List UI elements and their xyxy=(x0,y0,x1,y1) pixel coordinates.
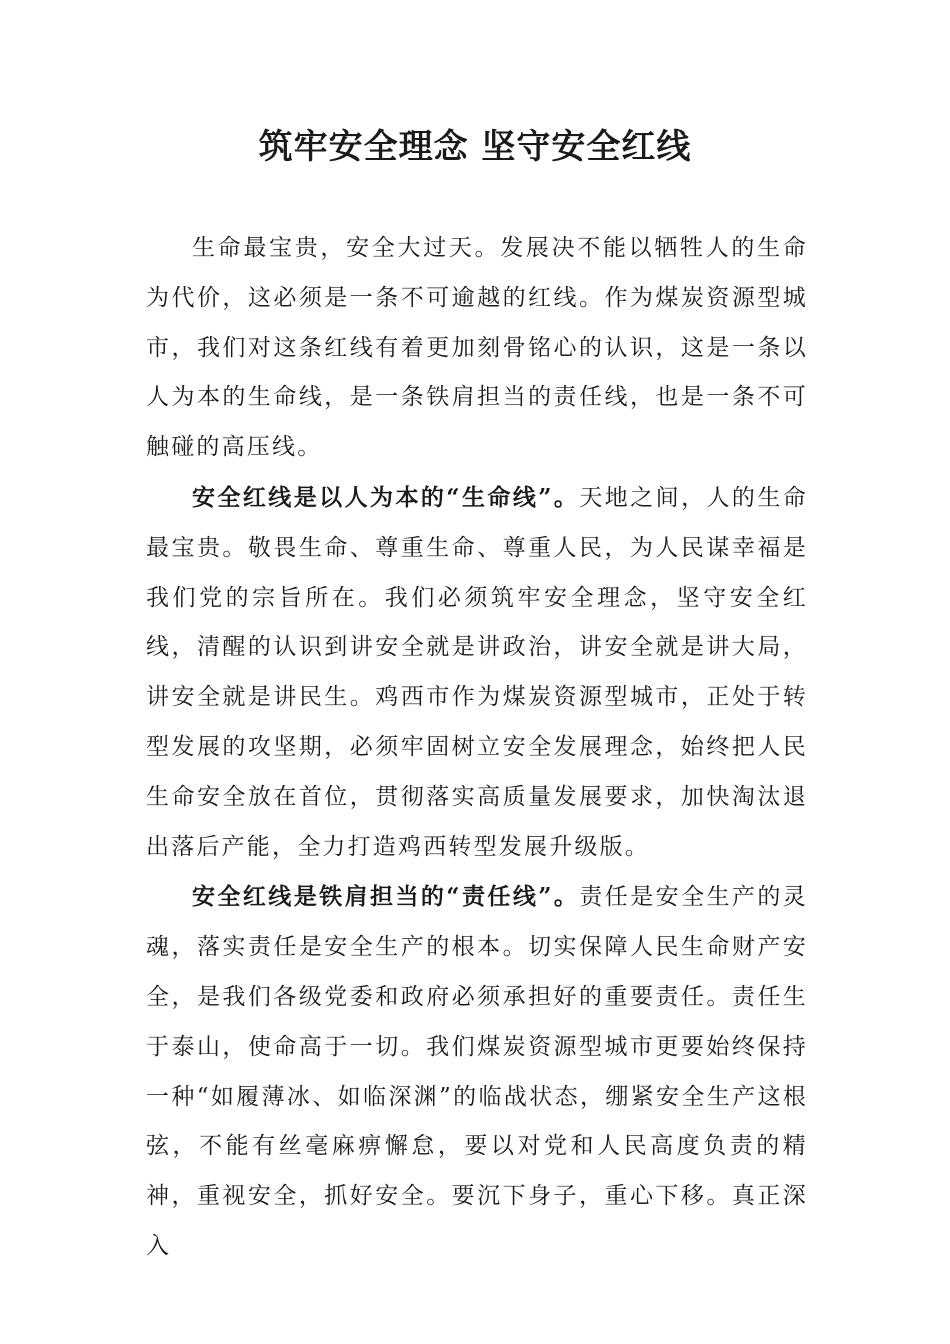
paragraph-lifeline xyxy=(146,473,808,872)
paragraph-text: 生命最宝贵，安全大过天。发展决不能以牺牲人的生命为代价，这必须是一条不可逾越的红线。作为煤炭资源型城市，我们对这条红线有着更加刻骨铭心的认识，这是一条以人为本的生命线，是一条铁肩担当的责任线，也是一条不可触碰的高压线。 xyxy=(146,235,808,461)
paragraph-lead-heading: 安全红线是以人为本的“生命线”。 xyxy=(192,483,580,511)
paragraph-lead-heading: 安全红线是铁肩担当的“责任线”。 xyxy=(192,883,580,911)
paragraph-responsibility xyxy=(146,872,808,1271)
document-title: 筑牢安全理念 坚守安全红线 xyxy=(258,127,692,167)
document-body xyxy=(146,224,808,1272)
paragraph-text: 责任是安全生产的灵魂，落实责任是安全生产的根本。切实保障人民生命财产安全，是我们各级党委和政府必须承担好的重要责任。责任生于泰山，使命高于一切。我们煤炭资源型城市更要始终保持一种“如履薄冰、如临深渊”的临战状态，绷紧安全生产这根弦，不能有丝毫麻痹懈怠，要以对党和人民高度负责的精神，重视安全，抓好安全。要沉下身子，重心下移。真正深入 xyxy=(146,884,808,1259)
paragraph-text: 天地之间，人的生命最宝贵。敬畏生命、尊重生命、尊重人民，为人民谋幸福是我们党的宗旨所在。我们必须筑牢安全理念，坚守安全红线，清醒的认识到讲安全就是讲政治，讲安全就是讲大局，讲安全就是讲民生。鸡西市作为煤炭资源型城市，正处于转型发展的攻坚期，必须牢固树立安全发展理念，始终把人民生命安全放在首位，贯彻落实高质量发展要求，加快淘汰退出落后产能，全力打造鸡西转型发展升级版。 xyxy=(146,484,808,860)
paragraph-intro xyxy=(146,224,808,473)
